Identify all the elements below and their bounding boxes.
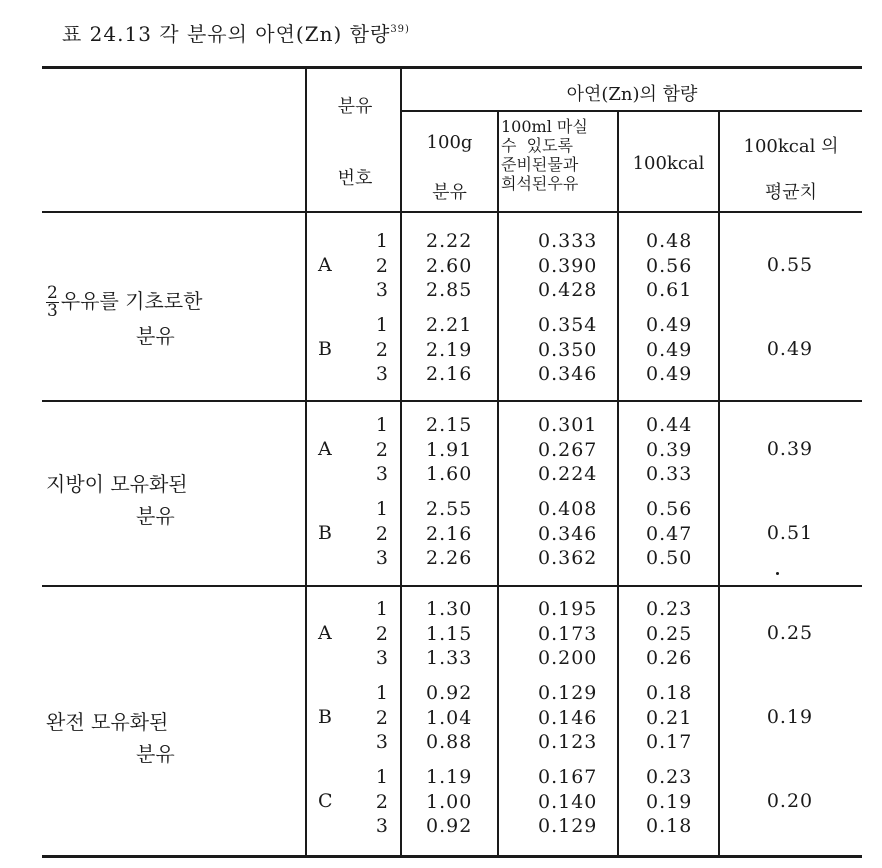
vrule-100kcal <box>718 112 720 855</box>
average-value: 0.19 <box>766 706 814 728</box>
values-100ml: 0.129 0.146 0.123 <box>538 682 598 753</box>
category-label-2 <box>46 468 256 532</box>
values-100g: 2.21 2.19 2.16 <box>426 314 473 385</box>
category-3-line1: 완전 모유화된 <box>46 710 169 734</box>
table-bottom-rule <box>42 855 862 858</box>
formula-letter: A <box>318 254 332 276</box>
values-100ml: 0.195 0.173 0.200 <box>538 598 598 669</box>
values-100g: 2.22 2.60 2.85 <box>426 230 473 301</box>
values-100kcal: 0.23 0.25 0.26 <box>646 598 693 669</box>
header-100ml-line4: 희석된우유 <box>501 174 579 193</box>
average-value: 0.25 <box>766 622 814 644</box>
caption-prefix: 표 24.13 <box>62 22 152 46</box>
values-100kcal: 0.48 0.56 0.61 <box>646 230 693 301</box>
category-divider-1 <box>42 400 862 402</box>
fraction-two-thirds <box>46 285 59 320</box>
category-2-line2: 분유 <box>136 504 175 528</box>
fraction-numerator: 2 <box>47 283 58 303</box>
formula-letter: A <box>318 622 332 644</box>
header-100g-top: 100g <box>426 132 473 153</box>
values-100g: 2.15 1.91 1.60 <box>426 414 473 485</box>
values-100ml: 0.354 0.350 0.346 <box>538 314 598 385</box>
category-1-line1-text: 우유를 기초로한 <box>60 289 203 313</box>
zinc-group-rule <box>402 110 862 112</box>
formula-numbers: 1 2 3 <box>375 230 388 301</box>
values-100kcal: 0.23 0.19 0.18 <box>646 766 693 837</box>
values-100g: 1.30 1.15 1.33 <box>426 598 473 669</box>
header-formula-bottom: 번호 <box>337 168 373 189</box>
formula-numbers: 1 2 3 <box>375 498 388 569</box>
vrule-100g <box>497 112 499 855</box>
values-100kcal: 0.44 0.39 0.33 <box>646 414 693 485</box>
formula-numbers: 1 2 3 <box>375 766 388 837</box>
values-100ml: 0.167 0.140 0.129 <box>538 766 598 837</box>
category-1-line2: 분유 <box>136 324 175 348</box>
values-100kcal: 0.18 0.21 0.17 <box>646 682 693 753</box>
average-value: 0.20 <box>766 790 814 812</box>
values-100ml: 0.408 0.346 0.362 <box>538 498 598 569</box>
formula-letter: A <box>318 438 332 460</box>
header-formula-top: 분유 <box>337 96 373 117</box>
formula-numbers: 1 2 3 <box>375 314 388 385</box>
caption-title: 각 분유의 아연(Zn) 함량 <box>159 22 391 46</box>
category-1-line1 <box>46 285 256 320</box>
header-avg-bottom: 평균치 <box>764 182 818 203</box>
category-2-line1: 지방이 모유화된 <box>46 472 188 496</box>
average-value: 0.55 <box>766 254 814 276</box>
header-100ml-box <box>498 117 618 193</box>
header-100kcal: 100kcal <box>632 153 705 174</box>
values-100g: 1.19 1.00 0.92 <box>426 766 473 837</box>
formula-numbers: 1 2 3 <box>375 414 388 485</box>
values-100g: 0.92 1.04 0.88 <box>426 682 473 753</box>
average-value: 0.49 <box>766 338 814 360</box>
category-3-line2: 분유 <box>136 742 175 766</box>
formula-numbers: 1 2 3 <box>375 682 388 753</box>
values-100ml: 0.301 0.267 0.224 <box>538 414 598 485</box>
formula-letter: C <box>318 790 333 812</box>
values-100g: 2.55 2.16 2.26 <box>426 498 473 569</box>
header-avg-top: 100kcal 의 <box>743 136 839 157</box>
average-value: 0.39 <box>766 438 814 460</box>
header-100g-bottom: 분유 <box>432 182 467 203</box>
table-top-rule <box>42 66 862 69</box>
header-100ml-line1: 100ml 마실 <box>501 117 588 136</box>
vrule-label <box>305 68 307 855</box>
values-100kcal: 0.56 0.47 0.50 <box>646 498 693 569</box>
category-label-1 <box>46 285 256 352</box>
category-label-3 <box>46 706 256 770</box>
header-zinc-group: 아연(Zn)의 함량 <box>566 84 698 105</box>
scan-speck <box>776 572 779 575</box>
vrule-100ml <box>617 112 619 855</box>
caption-reference: 39) <box>390 24 410 35</box>
header-bottom-rule <box>42 211 862 213</box>
fraction-denominator: 3 <box>47 301 58 321</box>
formula-letter: B <box>318 338 332 360</box>
formula-numbers: 1 2 3 <box>375 598 388 669</box>
category-divider-2 <box>42 585 862 587</box>
header-100ml-line2: 수 있도록 <box>501 136 573 155</box>
table-caption <box>62 18 410 47</box>
formula-letter: B <box>318 706 332 728</box>
formula-letter: B <box>318 522 332 544</box>
values-100ml: 0.333 0.390 0.428 <box>538 230 598 301</box>
values-100kcal: 0.49 0.49 0.49 <box>646 314 693 385</box>
average-value: 0.51 <box>766 522 814 544</box>
header-100ml-line3: 준비된물과 <box>501 155 579 174</box>
